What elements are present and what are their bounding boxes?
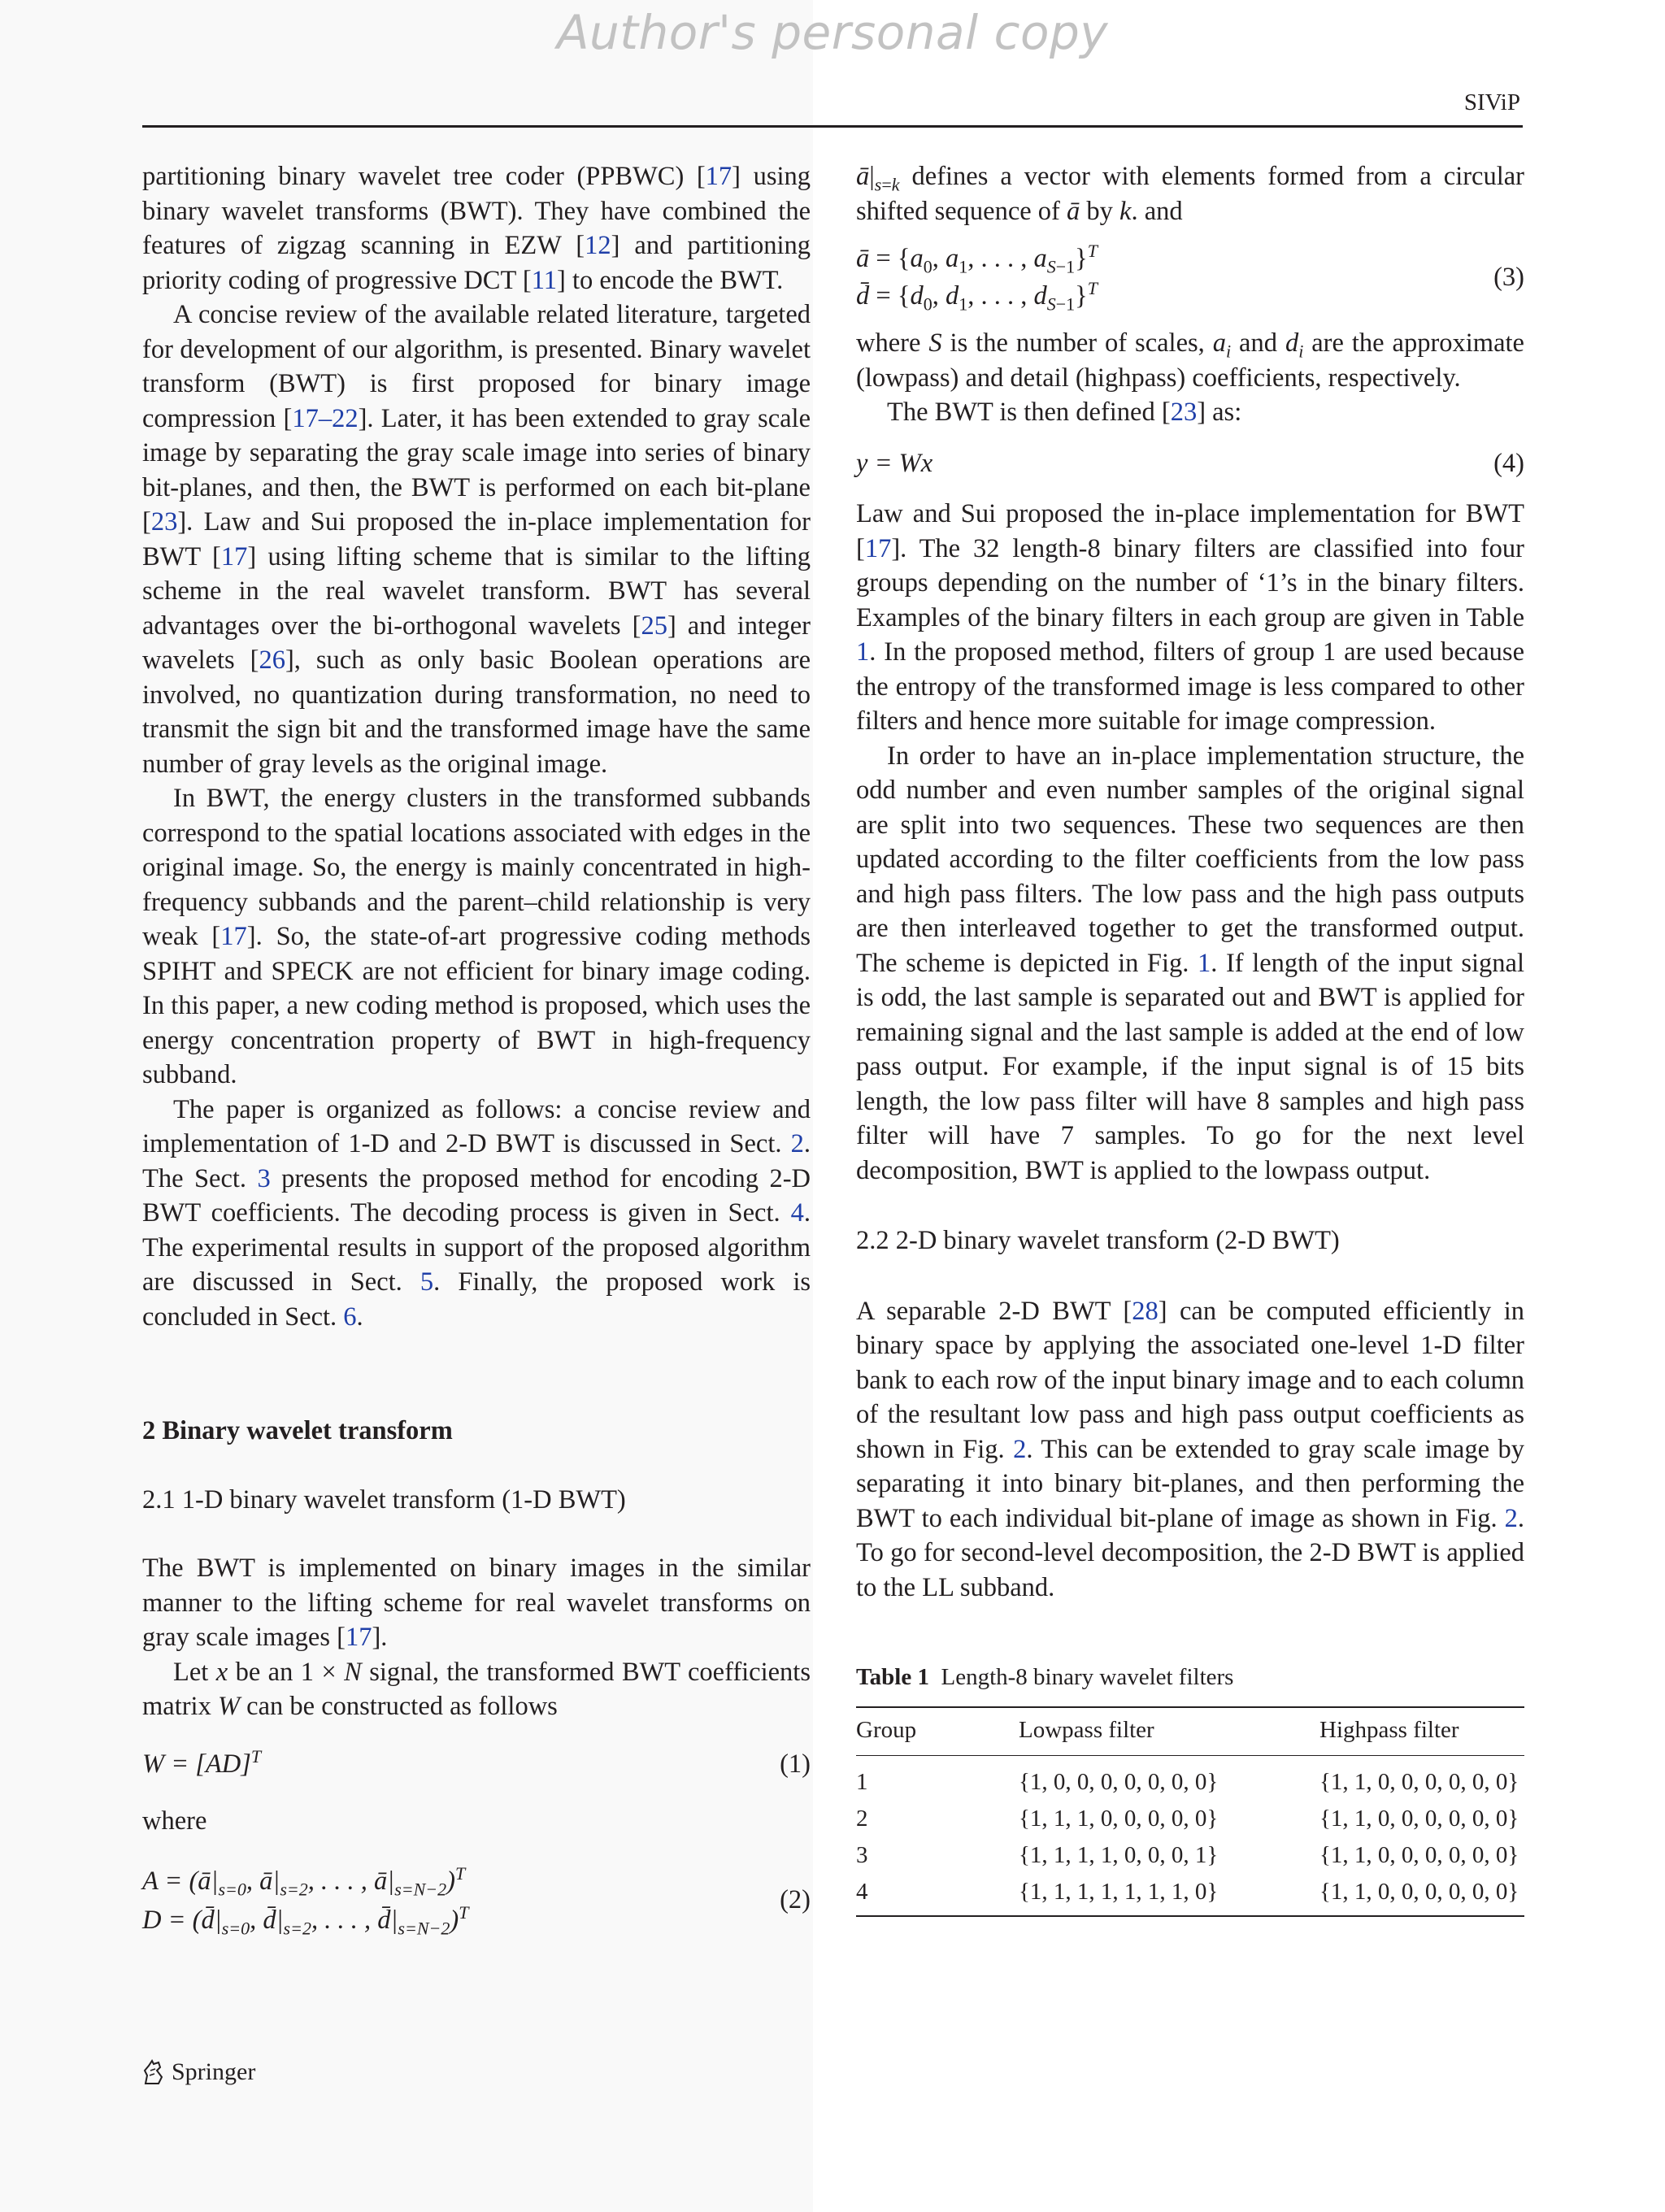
- left-column: [142, 159, 811, 1940]
- table-row: [856, 1756, 1524, 1801]
- right-paragraph-4: Law and Sui proposed the in-place implementation for BWT [17]. The 32 length-8 binary filters are classified into four groups depending on the number of ‘1’s in the binary filters. Examples of the binary filters in each group are given in Table 1. In the proposed method, filters of group 1 are used because the entropy of the transformed image is less compared to other filters and hence more suitable for image compression.: [856, 499, 1524, 736]
- equation-3b: d̄ = {$d_0$, $d_1$, . . . , $d_{S-1}\}^T$: [856, 278, 1098, 315]
- table-cell: {1, 1, 1, 1, 0, 0, 0, 1}: [1019, 1842, 1219, 1868]
- table-header-row: [856, 1707, 1524, 1756]
- table-cell: {1, 1, 1, 1, 1, 1, 1, 0}: [1019, 1874, 1319, 1916]
- table-cell: {1, 1, 0, 0, 0, 0, 0, 0}: [1319, 1769, 1519, 1795]
- table-header-highpass: Highpass filter: [1319, 1707, 1524, 1756]
- footer: [142, 2058, 255, 2086]
- fig-link-1[interactable]: 1: [1198, 948, 1211, 978]
- left-paragraph-1: partitioning binary wavelet tree coder (PPBWC) [17] using binary wavelet transforms (BWT). They have combined the features of zigzag scanning in EZW [12] and partitioning priority coding of progressive DCT [11] to encode the BWT.: [142, 162, 811, 295]
- sect-link-4[interactable]: 4: [790, 1198, 804, 1228]
- left-paragraph-3: In BWT, the energy clusters in the transformed subbands correspond to the spatial locations associated with edges in the original image. So, the energy is mainly concentrated in high-frequency subbands and the parent–child relationship is very weak [17]. So, the state-of-art progressive coding methods SPIHT and SPECK are not efficient for binary image coding. In this paper, a new coding method is proposed, which uses the energy concentration property of BWT in high-frequency subband.: [142, 784, 811, 1089]
- subsection-heading-2-1: 2.1 1-D binary wavelet transform (1-D BWT): [142, 1484, 626, 1515]
- table-cell: {1, 1, 0, 0, 0, 0, 0, 0}: [1319, 1806, 1519, 1832]
- table-cell: {1, 1, 0, 0, 0, 0, 0, 0}: [1319, 1874, 1524, 1916]
- journal-name: SIViP: [1463, 89, 1520, 115]
- subsection-heading-2-2: 2.2 2-D binary wavelet transform (2-D BWT): [856, 1226, 1340, 1255]
- equation-number-1: (1): [780, 1749, 811, 1779]
- right-paragraph-3: The BWT is then defined [23] as:: [887, 398, 1242, 427]
- left-paragraph-5: The BWT is implemented on binary images in the similar manner to the lifting scheme for real wavelet transforms on gray scale images [17].: [142, 1554, 811, 1652]
- sect-link-6[interactable]: 6: [343, 1302, 357, 1332]
- ref-17[interactable]: 17: [705, 162, 733, 191]
- fig-link-2[interactable]: 2: [1013, 1434, 1027, 1464]
- right-column: [856, 159, 1524, 1917]
- equation-2: [142, 1862, 811, 1940]
- equation-3: [856, 240, 1524, 315]
- left-paragraph-4: The paper is organized as follows: a concise review and implementation of 1-D and 2-D BWT is discussed in Sect. 2. The Sect. 3 presents the proposed method for encoding 2-D BWT coefficients. The decoding process is given in Sect. 4. The experimental results in support of the proposed algorithm are discussed in Sect. 5. Finally, the proposed work is concluded in Sect. 6.: [142, 1094, 811, 1332]
- right-paragraph-2: where S is the number of scales, $a_i$ and $d_i$ are the approximate (lowpass) and detail (highpass) coefficients, respectively.: [856, 328, 1524, 393]
- table-link-1[interactable]: 1: [856, 637, 870, 667]
- table-header-group: Group: [856, 1707, 1019, 1756]
- sect-link-5[interactable]: 5: [420, 1267, 434, 1297]
- section-heading-2: 2 Binary wavelet transform: [142, 1416, 453, 1445]
- ref-17-22[interactable]: 17–22: [292, 403, 359, 433]
- table-row: [856, 1874, 1524, 1916]
- ref-17[interactable]: 17: [220, 541, 248, 571]
- fig-link-2[interactable]: 2: [1504, 1503, 1518, 1533]
- equation-4: y = Wx (4): [856, 446, 1524, 481]
- header-rule: [142, 125, 1523, 128]
- left-paragraph-2: A concise review of the available related literature, targeted for development of our algorithm, is presented. Binary wavelet transform (BWT) is first proposed for binary image compression [17–22]. Later, it has been extended to gray scale image by separating the gray scale image into series of binary bit-planes, and then, the BWT is performed on each bit-plane [23]. Law and Sui proposed the in-place implementation for BWT [17] using lifting scheme that is similar to the lifting scheme in the real wavelet transform. BWT has several advantages over the bi-orthogonal wavelets [25] and integer wavelets [26], such as only basic Boolean operations are involved, no quantization during transformation, no need to transmit the sign bit and the transformed image have the same number of gray levels as the original image.: [142, 300, 811, 779]
- ref-23[interactable]: 23: [150, 507, 178, 537]
- ref-26[interactable]: 26: [259, 645, 285, 675]
- ref-12[interactable]: 12: [585, 231, 611, 260]
- ref-23[interactable]: 23: [1170, 398, 1198, 427]
- table-cell: 4: [856, 1874, 1019, 1916]
- filters-table: [856, 1706, 1524, 1918]
- equation-3a: ā = {$a_0$, $a_1$, . . . , $a_{S-1}\}^T$: [856, 241, 1098, 277]
- right-paragraph-5: In order to have an in-place implementation structure, the odd number and even number samples of the original signal are split into two sequences. These two sequences are then updated according to the filter coefficients from the low pass and high pass filters. The low pass and the high pass outputs are then interleaved together to get the transformed output. The scheme is depicted in Fig. 1. If length of the input signal is odd, the last sample is separated out and BWT is applied for remaining signal and the last sample is added at the end of low pass output. For example, if the input signal is of 15 bits length, the low pass filter will have 8 samples and high pass filter will have 7 samples. To go for the next level decomposition, BWT is applied to the lowpass output.: [856, 741, 1524, 1185]
- table-cell: 1: [856, 1769, 868, 1795]
- table-label: Table 1: [856, 1664, 929, 1690]
- ref-25[interactable]: 25: [641, 611, 667, 641]
- equation-1: W = [AD]$^T$ (1): [142, 1747, 811, 1782]
- table-cell: 2: [856, 1806, 868, 1832]
- sect-link-3[interactable]: 3: [257, 1163, 271, 1193]
- ref-17[interactable]: 17: [220, 922, 247, 951]
- left-paragraph-6: Let x be an 1 × N signal, the transformed BWT coefficients matrix W can be constructed as follows: [142, 1657, 811, 1721]
- table-cell: 3: [856, 1842, 868, 1868]
- table-cell: {1, 0, 0, 0, 0, 0, 0, 0}: [1019, 1769, 1219, 1795]
- table-row: [856, 1837, 1524, 1874]
- table-caption: [856, 1660, 1524, 1695]
- ref-17[interactable]: 17: [864, 533, 892, 563]
- table-cell: {1, 1, 0, 0, 0, 0, 0, 0}: [1319, 1842, 1519, 1868]
- ref-28[interactable]: 28: [1132, 1296, 1159, 1326]
- right-paragraph-1: $ā|_{s=k}$ defines a vector with elements formed from a circular shifted sequence of ā by k. and: [856, 162, 1524, 226]
- table-row: [856, 1801, 1524, 1837]
- equation-2b: $D = (d̄|_{s=0}$, $d̄|_{s=2}$, . . . , $d̄|_{s=N-2})^T$: [142, 1901, 469, 1938]
- equation-2a: $A = (ā|_{s=0}$, $ā|_{s=2}$, . . . , $ā|_{s=N-2})^T$: [142, 1862, 466, 1899]
- springer-horse-icon: [142, 2059, 165, 2085]
- equation-number-2: (2): [780, 1885, 811, 1915]
- table-caption-text: Length-8 binary wavelet filters: [941, 1664, 1234, 1690]
- equation-number-3: (3): [1493, 262, 1524, 292]
- equation-number-4: (4): [1493, 448, 1524, 478]
- ref-11[interactable]: 11: [531, 265, 557, 295]
- table-header-lowpass: Lowpass filter: [1019, 1707, 1319, 1756]
- where-text: where: [142, 1806, 207, 1836]
- sect-link-2[interactable]: 2: [790, 1129, 804, 1158]
- right-paragraph-6: A separable 2-D BWT [28] can be computed efficiently in binary space by applying the associated one-level 1-D filter bank to each row of the input binary image and to each column of the resultant low pass and high pass output coefficients as shown in Fig. 2. This can be extended to gray scale image by separating it into binary bit-planes, and then performing the BWT to each individual bit-plane of image as shown in Fig. 2. To go for second-level decomposition, the 2-D BWT is applied to the LL subband.: [856, 1296, 1524, 1602]
- watermark: Author's personal copy: [556, 5, 1109, 60]
- publisher-name: Springer: [172, 2058, 256, 2085]
- table-cell: {1, 1, 1, 0, 0, 0, 0, 0}: [1019, 1806, 1219, 1832]
- ref-17[interactable]: 17: [345, 1623, 372, 1652]
